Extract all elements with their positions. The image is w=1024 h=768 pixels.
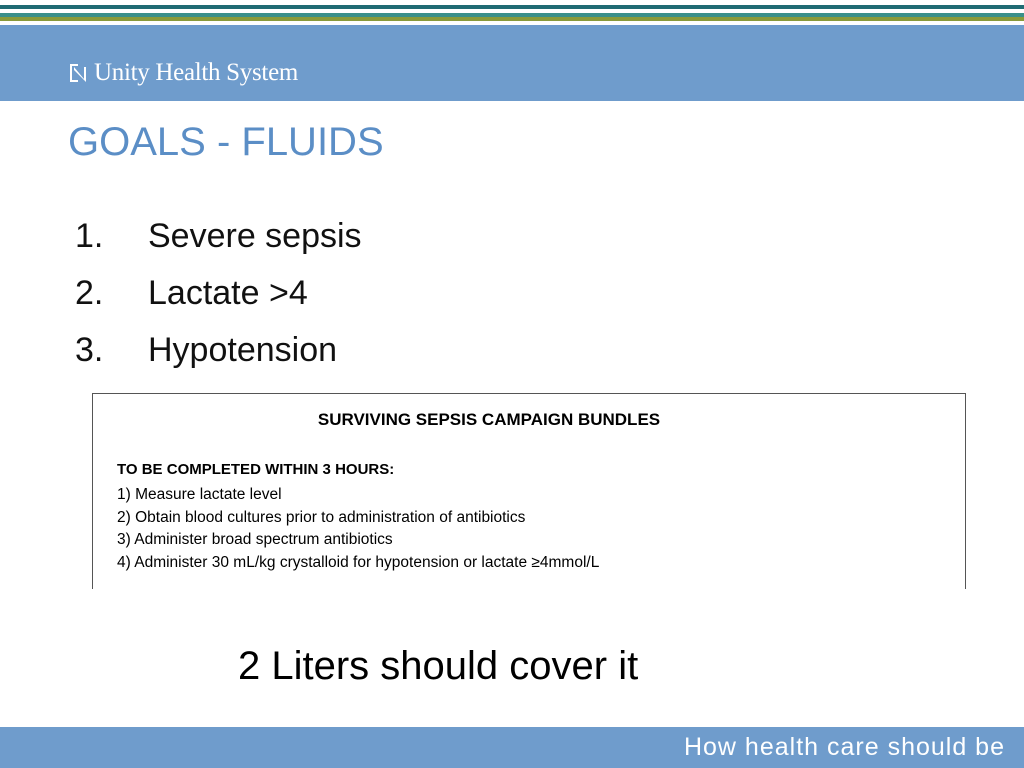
bundle-step: 4) Administer 30 mL/kg crystalloid for hypotension or lactate ≥4mmol/L [117,553,600,571]
footer-band [0,727,1024,768]
list-item [75,265,362,322]
bundle-step: 1) Measure lactate level [117,486,282,503]
list-item-text: Hypotension [148,331,338,369]
list-item [75,322,362,379]
list-item-text: Lactate >4 [148,274,308,312]
list-item-number: 3. [75,331,104,369]
bundle-steps [117,484,599,574]
footer-tagline: How health care should be [683,733,1005,761]
unity-logo-icon [68,62,88,84]
sepsis-bundle-box [92,393,966,589]
logo-text: Unity Health System [94,59,299,86]
bundle-title: SURVIVING SEPSIS CAMPAIGN BUNDLES [317,410,661,429]
bundle-subtitle: TO BE COMPLETED WITHIN 3 HOURS: [117,461,395,478]
slide-title: GOALS - FLUIDS [68,120,384,164]
unity-health-logo [68,58,298,88]
fluid-note: 2 Liters should cover it [238,644,639,688]
list-item-number: 2. [75,274,104,312]
list-item-number: 1. [75,217,104,255]
goals-list [75,208,362,379]
list-item [75,208,362,265]
list-item-text: Severe sepsis [148,217,362,255]
bundle-step: 3) Administer broad spectrum antibiotics [117,531,393,548]
bundle-step: 2) Obtain blood cultures prior to administration of antibiotics [117,508,526,526]
